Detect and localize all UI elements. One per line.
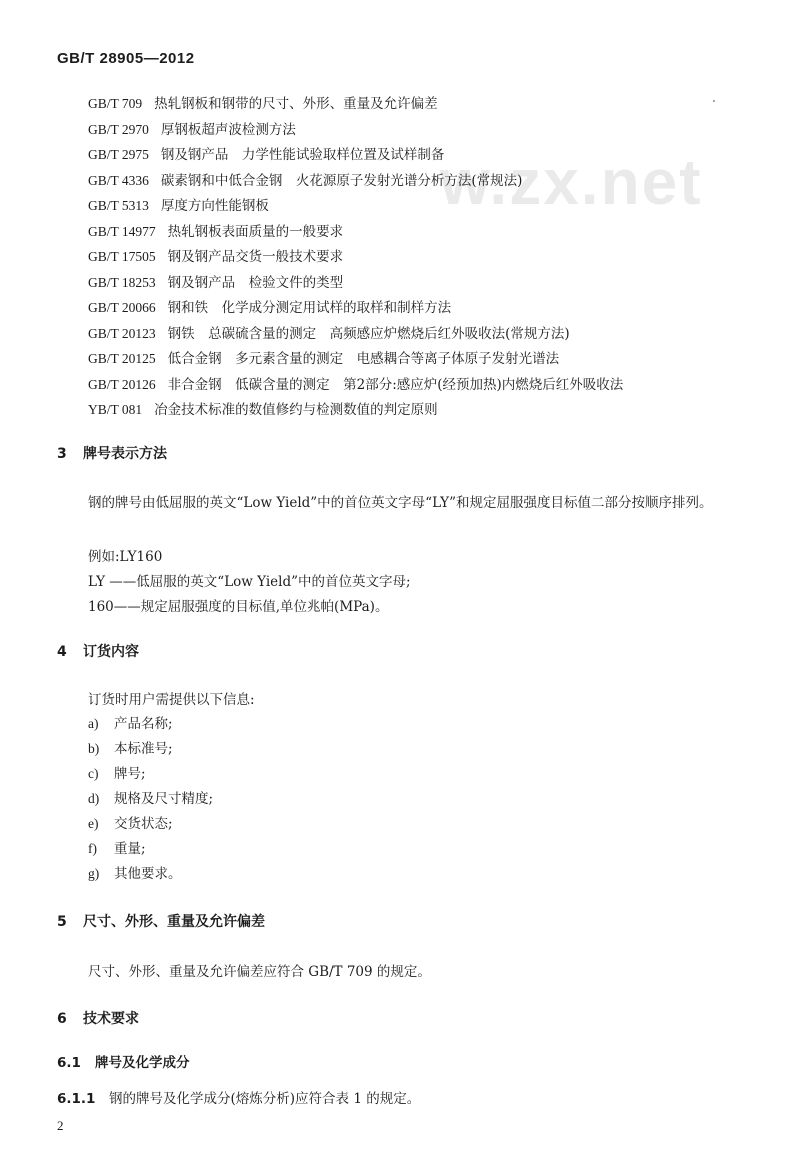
reference-title: 钢和铁 化学成分测定用试样的取样和制样方法: [167, 300, 452, 316]
reference-row: [88, 347, 768, 373]
reference-row: [88, 322, 768, 348]
reference-code: GB/T 2975: [88, 147, 149, 162]
subsection-6-1-heading: [57, 1051, 190, 1071]
section-number: 6: [57, 1011, 67, 1027]
list-marker: f): [88, 841, 97, 856]
list-text: 产品名称;: [114, 716, 173, 732]
section-title: 牌号表示方法: [83, 446, 167, 462]
section-title: 尺寸、外形、重量及允许偏差: [83, 914, 265, 930]
reference-code: GB/T 2970: [88, 121, 149, 137]
grade-example: 例如:LY160: [88, 549, 163, 565]
reference-title: 非合金钢 低碳含量的测定 第2部分:感应炉(经预加热)内燃烧后红外吸收法: [167, 376, 624, 393]
reference-code: YB/T 081: [88, 402, 143, 417]
reference-title: 钢铁 总碳硫含量的测定 高频感应炉燃烧后红外吸收法(常规方法): [167, 325, 570, 342]
reference-row: [88, 373, 768, 399]
page-number: 2: [57, 1118, 64, 1133]
reference-row: [88, 271, 768, 297]
section-title: 技术要求: [83, 1011, 139, 1027]
section-title: 订货内容: [83, 644, 139, 660]
clause-6-1-1: [57, 1087, 420, 1107]
standard-code-header: GB/T 28905—2012: [57, 50, 195, 67]
section-3-heading: [57, 443, 167, 463]
reference-code: GB/T 709: [88, 96, 143, 111]
reference-row: [88, 92, 768, 118]
reference-row: [88, 245, 768, 271]
list-marker: g): [88, 866, 100, 881]
list-text: 规格及尺寸精度;: [114, 791, 214, 807]
reference-code: GB/T 20125: [88, 351, 156, 366]
watermark: w.zx.net: [440, 146, 703, 218]
section-number: 5: [57, 914, 67, 930]
section-3-paragraph: 钢的牌号由低屈服的英文“Low Yield”中的首位英文字母“LY”和规定屈服强度目标值二部分按顺序排列。: [88, 495, 713, 511]
reference-row: [88, 398, 768, 424]
reference-row: [88, 169, 768, 195]
order-intro: 订货时用户需提供以下信息:: [88, 692, 255, 708]
clause-text: 钢的牌号及化学成分(熔炼分析)应符合表 1 的规定。: [109, 1091, 421, 1107]
list-marker: c): [88, 766, 99, 781]
reference-code: GB/T 20066: [88, 300, 156, 315]
reference-row: [88, 220, 768, 246]
subsection-title: 牌号及化学成分: [95, 1055, 190, 1071]
list-marker: a): [88, 716, 99, 731]
reference-title: 热轧钢板和钢带的尺寸、外形、重量及允许偏差: [154, 96, 438, 112]
reference-row: [88, 194, 768, 220]
reference-title: 热轧钢板表面质量的一般要求: [167, 223, 344, 240]
list-item: [88, 762, 213, 787]
list-item: [88, 812, 213, 837]
list-marker: d): [88, 791, 100, 806]
list-text: 其他要求。: [114, 866, 182, 882]
reference-code: GB/T 5313: [88, 198, 149, 213]
list-item: [88, 862, 213, 887]
list-text: 牌号;: [114, 766, 146, 782]
reference-title: 低合金钢 多元素含量的测定 电感耦合等离子体原子发射光谱法: [167, 351, 560, 367]
reference-row: [88, 118, 768, 144]
reference-row: [88, 296, 768, 322]
section-5-paragraph: 尺寸、外形、重量及允许偏差应符合 GB/T 709 的规定。: [88, 964, 431, 980]
list-text: 交货状态;: [114, 816, 173, 832]
reference-title: 碳素钢和中低合金钢 火花源原子发射光谱分析方法(常规法): [160, 172, 523, 189]
reference-title: 厚度方向性能钢板: [160, 198, 269, 214]
normative-references-list: [88, 92, 768, 424]
reference-title: 钢及钢产品交货一般技术要求: [167, 249, 344, 265]
reference-code: GB/T 18253: [88, 274, 156, 290]
reference-row: [88, 143, 768, 169]
list-marker: b): [88, 741, 100, 756]
order-items-list: [88, 712, 213, 887]
reference-title: 钢及钢产品 力学性能试验取样位置及试样制备: [160, 147, 445, 163]
section-6-heading: [57, 1008, 139, 1028]
subsection-number: 6.1: [57, 1055, 81, 1071]
reference-code: GB/T 14977: [88, 223, 156, 239]
grade-explanation-160: 160——规定屈服强度的目标值,单位兆帕(MPa)。: [88, 599, 389, 615]
list-marker: e): [88, 816, 99, 831]
reference-code: GB/T 17505: [88, 249, 156, 264]
reference-code: GB/T 4336: [88, 172, 149, 188]
section-number: 3: [57, 446, 67, 462]
list-text: 本标准号;: [114, 741, 173, 757]
reference-title: 厚钢板超声波检测方法: [160, 121, 296, 138]
section-number: 4: [57, 644, 67, 660]
reference-code: GB/T 20123: [88, 325, 156, 341]
list-text: 重量;: [114, 841, 146, 857]
reference-title: 冶金技术标准的数值修约与检测数值的判定原则: [154, 402, 438, 418]
list-item: [88, 712, 213, 737]
reference-title: 钢及钢产品 检验文件的类型: [167, 274, 344, 291]
list-item: [88, 787, 213, 812]
list-item: [88, 837, 213, 862]
scan-speck: [713, 100, 715, 102]
section-4-heading: [57, 641, 139, 661]
list-item: [88, 737, 213, 762]
clause-number: 6.1.1: [57, 1091, 96, 1107]
reference-code: GB/T 20126: [88, 376, 156, 392]
section-5-heading: [57, 911, 265, 931]
grade-explanation-ly: LY ——低屈服的英文“Low Yield”中的首位英文字母;: [88, 574, 411, 590]
